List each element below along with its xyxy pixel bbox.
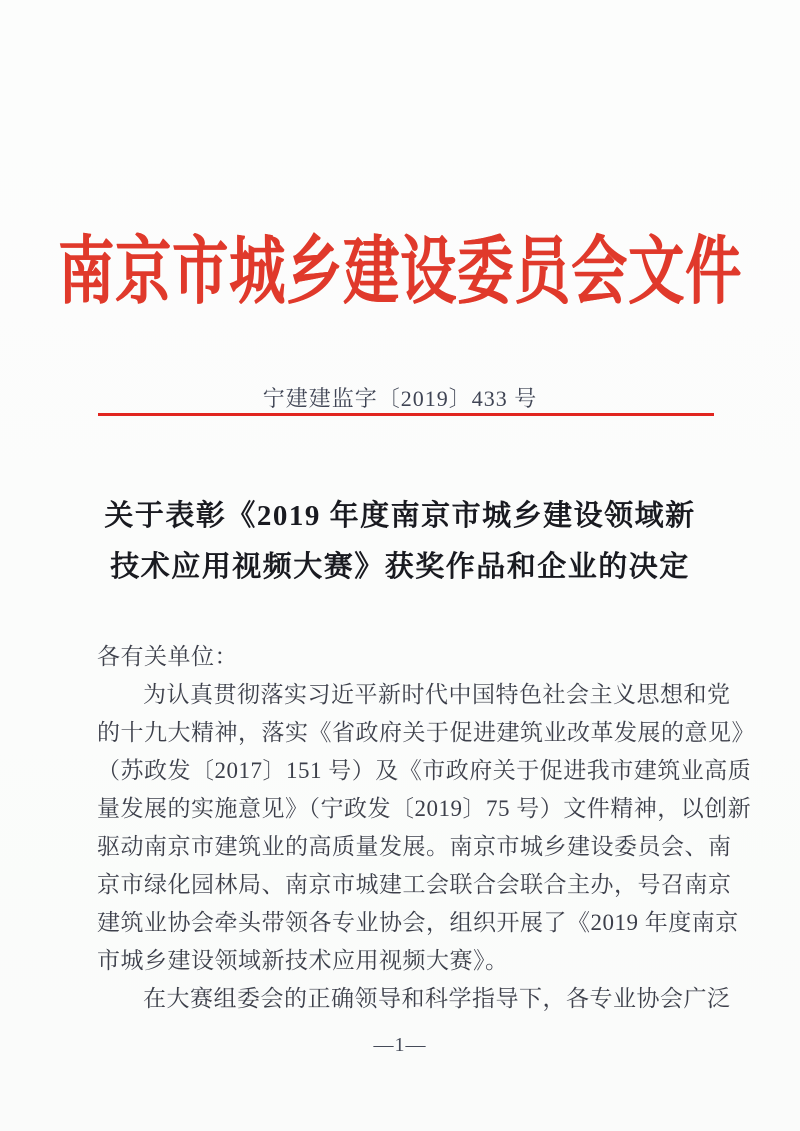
body-line: 建筑业协会牵头带领各专业协会，组织开展了《2019 年度南京 [97,910,739,935]
page-number: —1— [373,1034,427,1056]
salutation: 各有关单位： [97,644,238,669]
body-line: 京市绿化园林局、南京市城建工会联合会联合主办，号召南京 [97,872,732,897]
body-line: 驱动南京市建筑业的高质量发展。南京市城乡建设委员会、南 [97,834,732,859]
body-line: （苏政发〔2017〕151 号）及《市政府关于促进我市建筑业高质 [97,758,752,783]
body-line: 市城乡建设领域新技术应用视频大赛》。 [97,948,509,973]
body-line: 在大赛组委会的正确领导和科学指导下，各专业协会广泛 [143,986,731,1011]
body-line: 为认真贯彻落实习近平新时代中国特色社会主义思想和党 [143,682,731,707]
document-title [0,491,800,593]
red-header-divider [98,413,714,416]
red-header-org-title: 南京市城乡建设委员会文件 [58,232,742,314]
document-title-line-1: 关于表彰《2019 年度南京市城乡建设领域新 [104,500,696,532]
document-body [97,638,755,1018]
body-line: 量发展的实施意见》（宁政发〔2019〕75 号）文件精神，以创新 [97,796,752,821]
body-line: 的十九大精神，落实《省政府关于促进建筑业改革发展的意见》 [97,720,755,745]
document-number: 宁建建监字〔2019〕433 号 [262,386,538,411]
document-title-line-2: 技术应用视频大赛》获奖作品和企业的决定 [110,551,690,583]
